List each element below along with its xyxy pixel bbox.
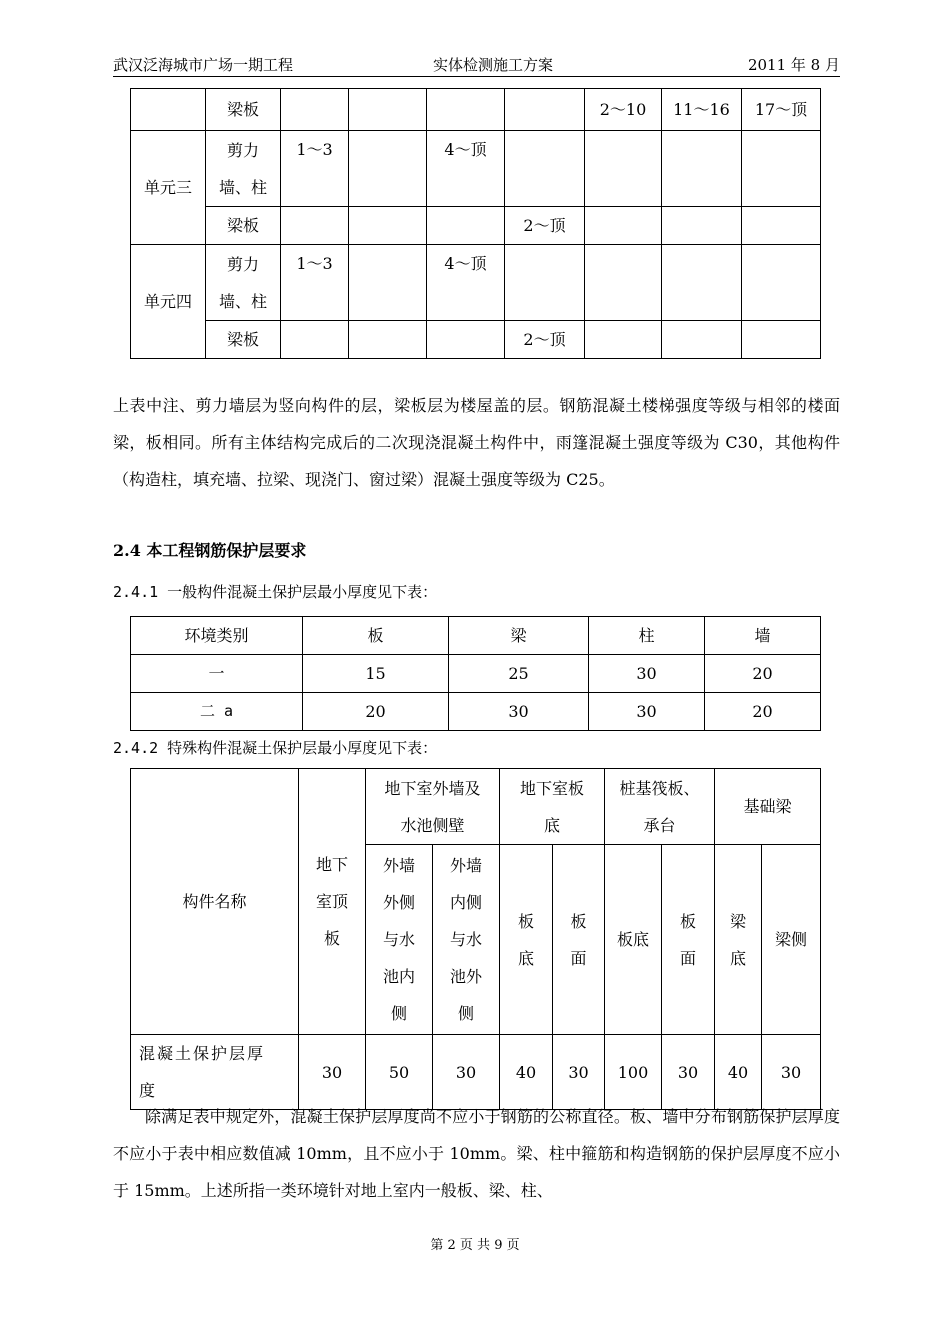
column-header: 基础梁 [715,769,821,845]
cell-line: 墙、柱 [218,291,267,311]
cell: 30 [762,1035,821,1110]
cell: 4～顶 [427,245,505,321]
cell: 4～顶 [427,131,505,207]
cell: 100 [605,1035,662,1110]
header-date: 2011 年 8 月 [747,56,840,74]
table-row [131,693,821,731]
cell: 20 [705,655,821,693]
cell: 20 [705,693,821,731]
column-header: 地下室外墙及 水池侧壁 [366,769,500,845]
cell [206,245,281,321]
cell: 25 [449,655,589,693]
column-header: 地下 室顶 板 [299,769,366,1035]
cell: 40 [715,1035,762,1110]
table-row [131,131,821,207]
cell: 梁板 [206,207,281,245]
header-title: 实体检测施工方案 [433,56,554,74]
unit-name: 单元三 [131,131,206,245]
cell: 30 [589,655,705,693]
header-project: 武汉泛海城市广场一期工程 [113,56,294,74]
subsection-special: 2.4.2 特殊构件混凝土保护层最小厚度见下表： [113,739,438,757]
column-header: 桩基筏板、 承台 [605,769,715,845]
cell: 二 a [131,693,303,731]
general-cover-table [130,616,821,731]
cell: 15 [303,655,449,693]
column-header: 板 面 [553,845,605,1035]
table-header-row [131,617,821,655]
table-row [131,245,821,321]
cell: 17～顶 [742,89,821,131]
cell: 一 [131,655,303,693]
cell: 40 [500,1035,553,1110]
row-label: 混凝土保护层厚 度 [131,1035,299,1110]
unit-name: 单元四 [131,245,206,359]
cell: 30 [589,693,705,731]
page-footer: 第 2 页 共 9 页 [430,1238,520,1253]
column-header: 构件名称 [131,769,299,1035]
column-header: 柱 [589,617,705,655]
cell: 30 [299,1035,366,1110]
cell: 梁板 [206,89,281,131]
column-header: 板底 [605,845,662,1035]
cell: 30 [662,1035,715,1110]
column-header: 梁 [449,617,589,655]
floor-table [130,88,821,359]
cell: 11～16 [662,89,742,131]
table-row [131,89,821,131]
column-header: 梁 底 [715,845,762,1035]
table-row [131,207,821,245]
table-row [131,655,821,693]
column-header: 地下室板 底 [500,769,605,845]
cell-line: 剪力 [226,140,259,160]
cell: 50 [366,1035,433,1110]
cell: 30 [449,693,589,731]
column-header: 外墙 内侧 与水 池外 侧 [433,845,500,1035]
page-header [113,52,840,77]
cell [206,131,281,207]
section-title: 2.4 本工程钢筋保护层要求 [113,541,307,560]
column-header: 板 [303,617,449,655]
paragraph-notes: 上表中注、剪力墙层为竖向构件的层，梁板层为楼屋盖的层。钢筋混凝土楼梯强度等级与相邻的楼面梁，板相同。所有主体结构完成后的二次现浇混凝土构件中，雨篷混凝土强度等级为 C30，其他构件（构造柱，填充墙、拉梁、现浇门、窗过梁）混凝土强度等级为 C25。 [113,396,840,489]
cell: 2～顶 [505,207,585,245]
cell: 1～3 [281,245,349,321]
column-header: 板 底 [500,845,553,1035]
column-header: 墙 [705,617,821,655]
table-header-row [131,769,821,845]
cell-line: 剪力 [226,254,259,274]
cell: 1～3 [281,131,349,207]
special-cover-table [130,768,821,1110]
column-header: 梁侧 [762,845,821,1035]
cell: 30 [433,1035,500,1110]
cell-line: 墙、柱 [218,177,267,197]
subsection-general: 2.4.1 一般构件混凝土保护层最小厚度见下表： [113,583,438,601]
cell: 30 [553,1035,605,1110]
column-header: 环境类别 [131,617,303,655]
cell: 20 [303,693,449,731]
column-header: 外墙 外侧 与水 池内 侧 [366,845,433,1035]
cell: 梁板 [206,321,281,359]
paragraph-requirements: 除满足表中规定外，混凝土保护层厚度尚不应小于钢筋的公称直径。板、墙中分布钢筋保护层厚度不应小于表中相应数值减 10mm，且不应小于 10mm。梁、柱中箍筋和构造钢筋的保护层厚度不应小于 15mm。上述所指一类环境针对地上室内一般板、梁、柱、 [113,1107,840,1200]
cell: 2～顶 [505,321,585,359]
table-row [131,321,821,359]
column-header: 板 面 [662,845,715,1035]
cell: 2～10 [585,89,662,131]
